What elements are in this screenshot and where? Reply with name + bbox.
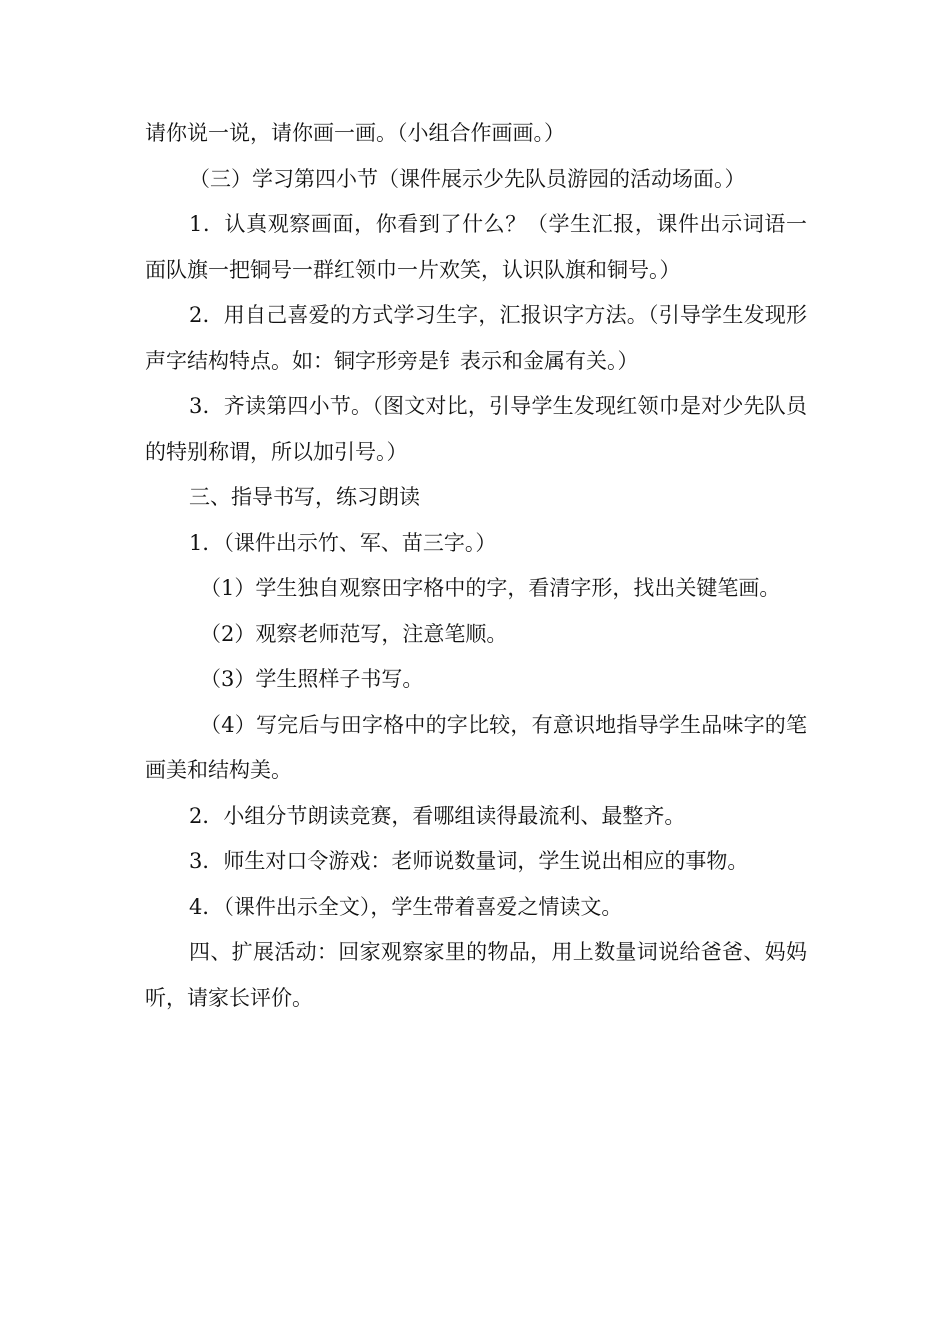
paragraph-word-game: 3．师生对口令游戏：老师说数量词，学生说出相应的事物。: [189, 849, 749, 873]
list-item-teacher-demo: （2）观察老师范写，注意笔顺。: [200, 621, 508, 646]
paragraph-section-three-heading: （三）学习第四小节（课件展示少先队员游园的活动场面。）: [189, 166, 746, 191]
paragraph-observe-picture: 1．认真观察画面，你看到了什么？（学生汇报，课件出示词语一面队旗一把铜号一群红领巾一片欢笑，认识队旗和铜号。）: [145, 212, 807, 282]
list-item-student-writing: （3）学生照样子书写。: [200, 667, 424, 691]
heading-writing-guidance: 三、指导书写，练习朗读: [189, 485, 420, 509]
list-item-compare-characters: （4）写完后与田字格中的字比较，有意识地指导学生品味字的笔画美和结构美。: [145, 712, 807, 782]
paragraph-show-characters: 1．（课件出示竹、军、苗三字。）: [189, 530, 497, 555]
document-body: [145, 111, 807, 1021]
paragraph-learn-characters: 2．用自己喜爱的方式学习生字，汇报识字方法。（引导学生发现形声字结构特点。如：铜字形旁是钅表示和金属有关。）: [145, 303, 807, 373]
paragraph-drawing-activity: 请你说一说，请你画一画。（小组合作画画。）: [145, 121, 565, 145]
paragraph-read-full-text: 4．（课件出示全文），学生带着喜爱之情读文。: [189, 894, 623, 919]
paragraph-extension-activity: 四、扩展活动：回家观察家里的物品，用上数量词说给爸爸、妈妈听，请家长评价。: [145, 940, 807, 1010]
list-item-observe-grid: （1）学生独自观察田字格中的字，看清字形，找出关键笔画。: [200, 576, 781, 600]
paragraph-read-section-four: 3．齐读第四小节。（图文对比，引导学生发现红领巾是对少先队员的特别称谓，所以加引号。）: [145, 394, 807, 464]
paragraph-reading-contest: 2．小组分节朗读竞赛，看哪组读得最流利、最整齐。: [189, 803, 686, 828]
